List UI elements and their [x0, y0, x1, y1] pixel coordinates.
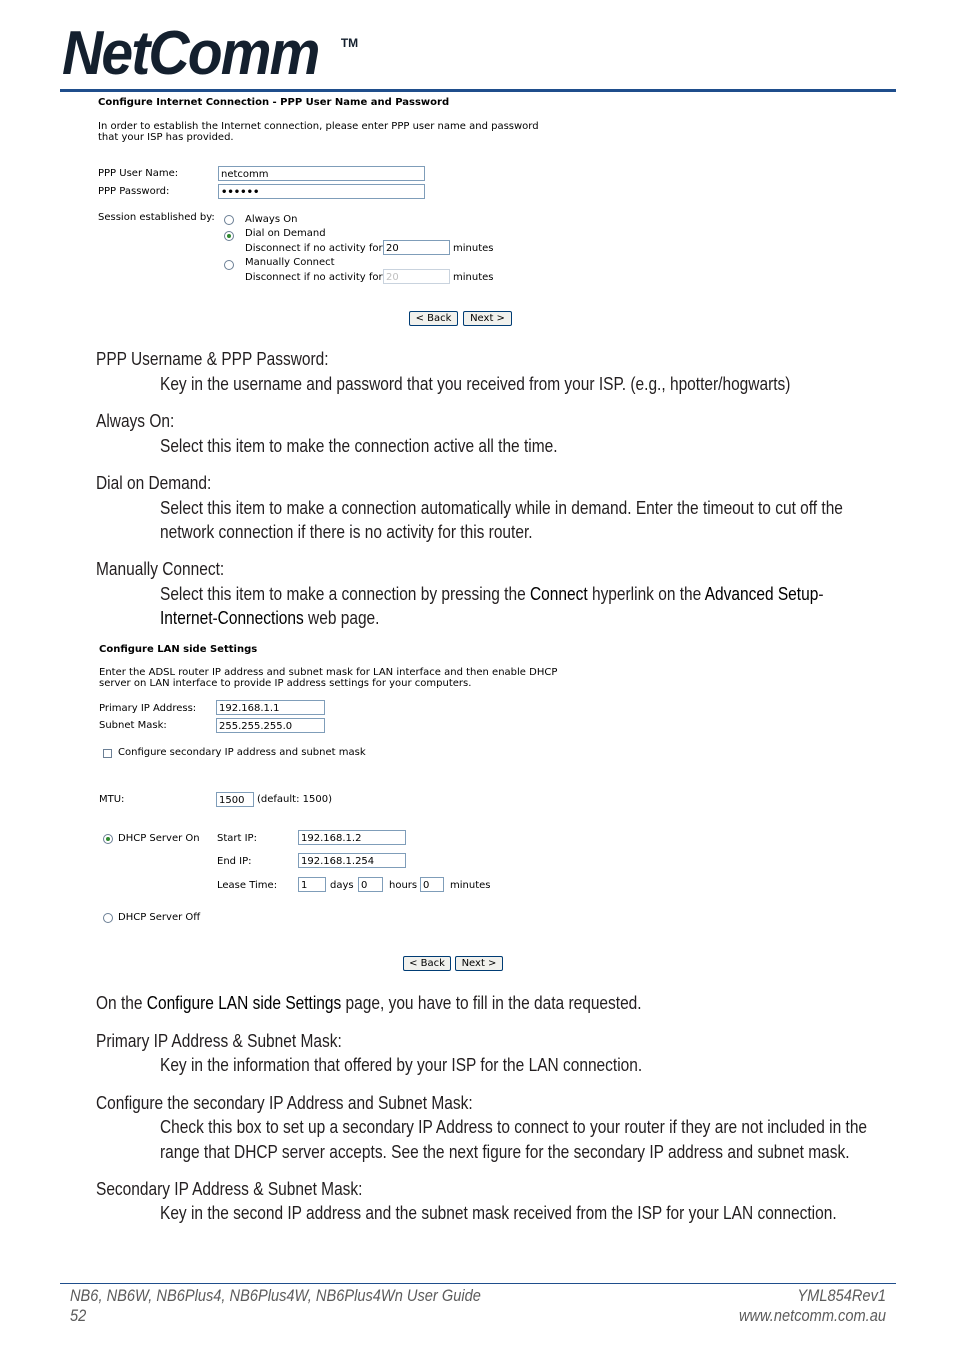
start-ip-input[interactable]: 192.168.1.2 — [298, 830, 406, 845]
body-primary-ip: Key in the information that offered by your ISP for the LAN connection. — [160, 1055, 643, 1075]
body-dial-on-demand-2: network connection if there is no activity for this router. — [160, 522, 533, 542]
timeout-input-disabled[interactable]: 20 — [383, 269, 450, 284]
text-span: - — [818, 584, 824, 604]
timeout-input[interactable]: 20 — [383, 240, 450, 255]
connect-term: Connect — [530, 584, 588, 604]
body-always-on: Select this item to make the connection active all the time. — [160, 436, 558, 456]
heading-primary-ip: Primary IP Address & Subnet Mask: — [96, 1031, 342, 1051]
disconnect-label-2: Disconnect if no activity for — [245, 272, 383, 283]
text-span: On the — [96, 993, 147, 1013]
session-label: Session established by: — [98, 212, 215, 223]
minutes-label-2: minutes — [453, 272, 494, 283]
text-span: - — [212, 608, 218, 628]
lan-next-button[interactable]: Next > — [455, 956, 503, 971]
text-span: web page. — [303, 608, 380, 628]
footer-guide-title: NB6, NB6W, NB6Plus4, NB6Plus4W, NB6Plus4Wn User Guide — [70, 1286, 481, 1305]
manually-connect-label: Manually Connect — [245, 257, 335, 268]
footer-revision: YML854Rev1 — [797, 1286, 886, 1305]
days-label: days — [330, 880, 354, 891]
primary-ip-input[interactable]: 192.168.1.1 — [216, 700, 325, 715]
dial-on-demand-radio[interactable] — [224, 231, 234, 241]
footer-rule — [60, 1283, 896, 1284]
ppp-password-input[interactable]: •••••• — [218, 184, 425, 199]
minutes-label: minutes — [453, 243, 494, 254]
body-ppp-username: Key in the username and password that you received from your ISP. (e.g., hpotter/hogwarts) — [160, 374, 791, 394]
text-span: Select this item to make a connection by pressing the — [160, 584, 531, 604]
manually-connect-radio[interactable] — [224, 260, 234, 270]
heading-ppp-username: PPP Username & PPP Password: — [96, 349, 329, 369]
lan-screen-title: Configure LAN side Settings — [99, 644, 258, 655]
disconnect-label: Disconnect if no activity for — [245, 243, 383, 254]
ppp-username-label: PPP User Name: — [98, 168, 179, 179]
heading-always-on: Always On: — [96, 411, 175, 431]
heading-secondary-config: Configure the secondary IP Address and Subnet Mask: — [96, 1093, 473, 1113]
start-ip-label: Start IP: — [217, 833, 257, 844]
logo-trademark: TM — [340, 36, 359, 50]
lease-time-label: Lease Time: — [217, 880, 278, 891]
body-secondary-config-2: range that DHCP server accepts. See the next figure for the secondary IP address and subnet mask. — [160, 1142, 850, 1162]
ppp-back-button[interactable]: < Back — [409, 311, 458, 326]
text-span: hyperlink on the — [587, 584, 705, 604]
body-secondary-ip: Key in the second IP address and the subnet mask received from the ISP for your LAN connection. — [160, 1203, 837, 1223]
primary-ip-label: Primary IP Address: — [99, 703, 197, 714]
dhcp-off-radio[interactable] — [103, 913, 113, 923]
logo-text: NetComm — [62, 19, 319, 88]
advanced-setup-term: Advanced Setup — [704, 584, 819, 604]
body-secondary-config-1: Check this box to set up a secondary IP Address to connect to your router if they are not included in the — [160, 1117, 868, 1137]
lan-settings-term: Configure LAN side Settings — [146, 993, 342, 1013]
ppp-next-button[interactable]: Next > — [463, 311, 512, 326]
ppp-screen-title: Configure Internet Connection - PPP User Name and Password — [98, 97, 450, 108]
ppp-username-input[interactable]: netcomm — [218, 166, 425, 181]
lease-minutes-input[interactable]: 0 — [420, 877, 444, 892]
minutes-label-lan: minutes — [450, 880, 491, 891]
connections-term: Connections — [217, 608, 304, 628]
footer-url: www.netcomm.com.au — [738, 1306, 886, 1325]
lease-days-input[interactable]: 1 — [298, 877, 326, 892]
end-ip-label: End IP: — [217, 856, 252, 867]
header-rule — [60, 89, 896, 92]
secondary-ip-label: Configure secondary IP address and subnet mask — [118, 747, 366, 758]
heading-secondary-ip: Secondary IP Address & Subnet Mask: — [96, 1179, 363, 1199]
always-on-radio[interactable] — [224, 215, 234, 225]
body-dial-on-demand-1: Select this item to make a connection automatically while in demand. Enter the timeout to cut off the — [160, 498, 843, 518]
text-span: page, you have to fill in the data requested. — [341, 993, 642, 1013]
heading-dial-on-demand: Dial on Demand: — [96, 473, 212, 493]
ppp-password-label: PPP Password: — [98, 186, 170, 197]
always-on-label: Always On — [245, 214, 298, 225]
lan-intro-paragraph — [96, 991, 642, 1015]
body-manually-connect-1 — [160, 582, 823, 606]
dhcp-on-label: DHCP Server On — [118, 833, 200, 844]
subnet-mask-input[interactable]: 255.255.255.0 — [216, 718, 325, 733]
netcomm-logo — [62, 19, 359, 88]
footer-page-number: 52 — [70, 1306, 87, 1325]
body-manually-connect-2 — [160, 606, 379, 630]
mtu-default-label: (default: 1500) — [257, 794, 332, 805]
ppp-intro-line1: In order to establish the Internet connection, please enter PPP user name and password — [98, 121, 539, 132]
dial-on-demand-label: Dial on Demand — [245, 228, 326, 239]
dhcp-on-radio[interactable] — [103, 834, 113, 844]
secondary-ip-checkbox[interactable] — [103, 749, 112, 758]
subnet-mask-label: Subnet Mask: — [99, 720, 167, 731]
lan-intro-line2: server on LAN interface to provide IP address settings for your computers. — [99, 678, 472, 689]
ppp-intro-line2: that your ISP has provided. — [98, 132, 234, 143]
internet-term: Internet — [160, 608, 213, 628]
end-ip-input[interactable]: 192.168.1.254 — [298, 853, 406, 868]
mtu-input[interactable]: 1500 — [216, 792, 254, 807]
lan-back-button[interactable]: < Back — [403, 956, 451, 971]
lease-hours-input[interactable]: 0 — [358, 877, 383, 892]
mtu-label: MTU: — [99, 794, 125, 805]
hours-label: hours — [389, 880, 418, 891]
heading-manually-connect: Manually Connect: — [96, 559, 225, 579]
lan-intro-line1: Enter the ADSL router IP address and subnet mask for LAN interface and then enable DHCP — [99, 667, 558, 678]
dhcp-off-label: DHCP Server Off — [118, 912, 201, 923]
